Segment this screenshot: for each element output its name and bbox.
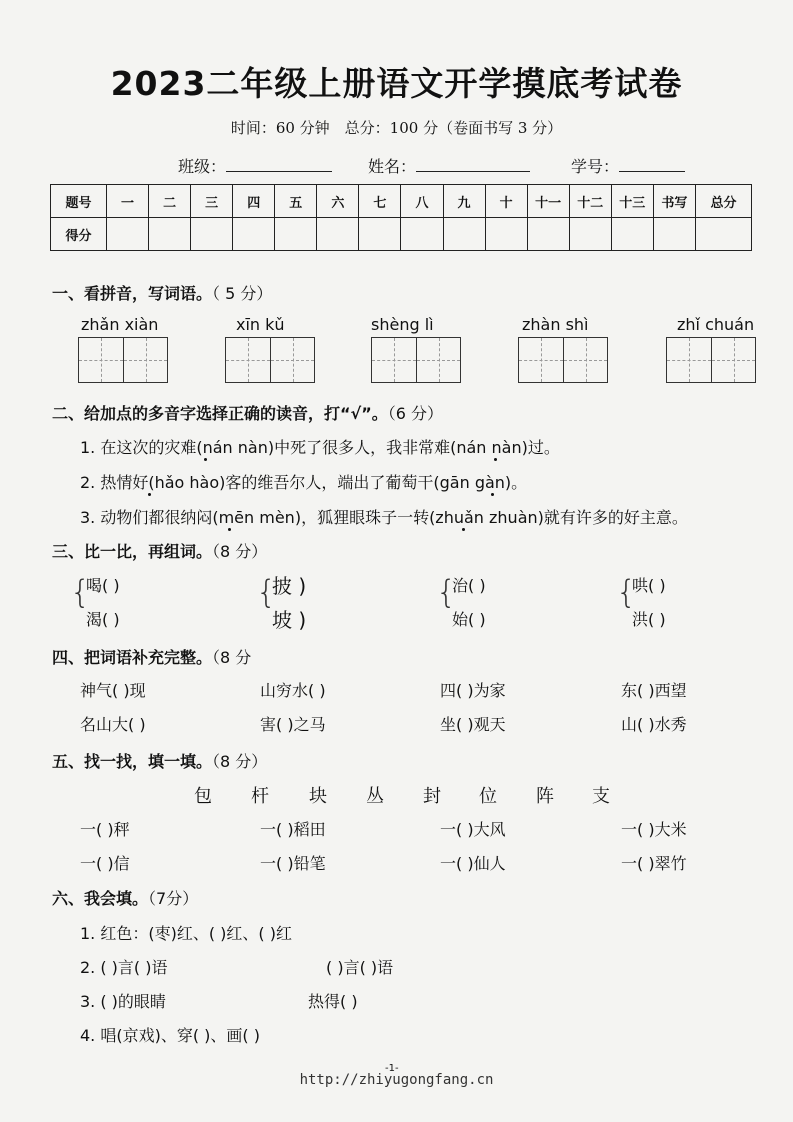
brace-icon: { [436, 573, 457, 611]
score-header: 书写 [653, 185, 695, 218]
name-field [368, 154, 530, 177]
score-cell[interactable] [696, 218, 752, 251]
compare-word: 治( ) [452, 576, 486, 595]
pinyin-4: zhàn shì [522, 315, 589, 334]
score-cell[interactable] [191, 218, 233, 251]
score-cell[interactable] [485, 218, 527, 251]
writing-grid-1[interactable] [78, 337, 168, 383]
number-blank[interactable] [619, 157, 685, 172]
score-cell[interactable] [107, 218, 149, 251]
page-number: -1- [385, 1063, 399, 1074]
score-header: 十 [485, 185, 527, 218]
pinyin-1: zhǎn xiàn [81, 315, 159, 334]
fill-line: 4. 唱(京戏)、穿( )、画( ) [80, 1026, 260, 1045]
s2-question-2: 2. 热情好(hǎo hào)客的维吾尔人，端出了葡萄干(gān gàn)。 [80, 473, 528, 492]
score-header: 八 [401, 185, 443, 218]
score-header: 十一 [527, 185, 569, 218]
class-blank[interactable] [226, 157, 332, 172]
word-bank-item: 封 [423, 786, 441, 807]
word-bank-item: 支 [592, 786, 610, 807]
section-2-points: （6 分） [387, 404, 443, 423]
fill-line: 3. ( )的眼睛 [80, 992, 166, 1011]
section-1-heading [52, 281, 272, 304]
score-cell[interactable] [401, 218, 443, 251]
measure-word-item: 一( )仙人 [440, 854, 506, 873]
class-field [178, 154, 332, 177]
compare-word: 洪( ) [632, 610, 666, 629]
word-bank-item: 阵 [536, 786, 554, 807]
section-4-points: （8 分 [212, 648, 252, 667]
emphasis-dot [491, 493, 494, 496]
score-cell[interactable] [653, 218, 695, 251]
fill-line: 2. ( )言( )语 [80, 958, 168, 977]
writing-grid-2[interactable] [225, 337, 315, 383]
section-5-points: （8 分） [212, 752, 268, 771]
writing-grid-3[interactable] [371, 337, 461, 383]
measure-word-item: 一( )铅笔 [260, 854, 326, 873]
measure-word-item: 一( )信 [80, 854, 130, 873]
compare-word: 坡 ) [272, 608, 307, 632]
measure-word-item: 一( )翠竹 [621, 854, 687, 873]
exam-meta: 时间：60 分钟 总分：100 分（卷面书写 3 分） [230, 119, 563, 137]
section-1-title: 一、看拼音，写词语。 [52, 284, 213, 303]
number-label: 学号： [571, 157, 620, 176]
emphasis-dot [462, 528, 465, 531]
idiom-item: 坐( )观天 [440, 715, 506, 734]
score-table [50, 184, 752, 251]
class-label: 班级： [178, 157, 227, 176]
score-cell[interactable] [317, 218, 359, 251]
word-bank-item: 杆 [251, 786, 269, 807]
pinyin-2: xīn kǔ [236, 315, 285, 334]
score-header: 五 [275, 185, 317, 218]
compare-word: 渴( ) [86, 610, 120, 629]
section-5-heading [52, 749, 267, 772]
idiom-item: 四( )为家 [440, 681, 506, 700]
score-cell[interactable] [611, 218, 653, 251]
emphasis-dot [228, 528, 231, 531]
score-header: 二 [149, 185, 191, 218]
brace-icon: { [70, 573, 91, 611]
score-header: 四 [233, 185, 275, 218]
score-cell[interactable] [527, 218, 569, 251]
score-header: 题号 [51, 185, 107, 218]
measure-word-item: 一( )秤 [80, 820, 130, 839]
footer-url: http://zhiyugongfang.cn [299, 1072, 494, 1088]
word-bank-item: 包 [194, 786, 212, 807]
section-6-title: 六、我会填。 [52, 889, 149, 908]
section-6-points: （7分） [148, 889, 199, 908]
page-title: 2023二年级上册语文开学摸底考试卷 [110, 64, 683, 103]
idiom-item: 害( )之马 [260, 715, 326, 734]
word-bank-item: 丛 [366, 786, 384, 807]
section-1-points: （ 5 分） [212, 284, 273, 303]
compare-word: 哄( ) [632, 576, 666, 595]
idiom-item: 山穷水( ) [260, 681, 326, 700]
idiom-item: 神气( )现 [80, 681, 146, 700]
section-4-heading [52, 645, 251, 668]
score-row-label: 得分 [51, 218, 107, 251]
score-cell[interactable] [569, 218, 611, 251]
score-header: 七 [359, 185, 401, 218]
word-bank-item: 位 [479, 786, 497, 807]
fill-line: 1. 红色：(枣)红、( )红、( )红 [80, 924, 292, 943]
name-label: 姓名： [368, 157, 417, 176]
word-bank-item: 块 [309, 786, 327, 807]
emphasis-dot [204, 458, 207, 461]
score-header-row [51, 185, 752, 218]
compare-word: 始( ) [452, 610, 486, 629]
score-cell[interactable] [275, 218, 317, 251]
score-header: 六 [317, 185, 359, 218]
score-cell[interactable] [359, 218, 401, 251]
score-cell[interactable] [443, 218, 485, 251]
name-blank[interactable] [416, 157, 530, 172]
score-header: 一 [107, 185, 149, 218]
score-header: 十三 [611, 185, 653, 218]
pinyin-5: zhǐ chuán [677, 315, 755, 334]
writing-grid-5[interactable] [666, 337, 756, 383]
writing-grid-4[interactable] [518, 337, 608, 383]
idiom-item: 东( )西望 [621, 681, 687, 700]
compare-word: 喝( ) [86, 576, 120, 595]
pinyin-3: shèng lì [371, 315, 434, 334]
emphasis-dot [494, 458, 497, 461]
section-3-title: 三、比一比，再组词。 [52, 542, 213, 561]
measure-word-item: 一( )大风 [440, 820, 506, 839]
compare-word: 披 ) [272, 574, 307, 598]
score-input-row [51, 218, 752, 251]
section-2-title: 二、给加点的多音字选择正确的读音，打“√”。 [52, 404, 388, 423]
score-cell[interactable] [233, 218, 275, 251]
section-6-heading [52, 886, 198, 909]
score-header: 九 [443, 185, 485, 218]
section-3-points: （8 分） [212, 542, 268, 561]
score-header: 十二 [569, 185, 611, 218]
score-header: 总分 [696, 185, 752, 218]
measure-word-item: 一( )大米 [621, 820, 687, 839]
emphasis-dot [148, 493, 151, 496]
brace-icon: { [256, 573, 277, 611]
section-5-title: 五、找一找，填一填。 [52, 752, 213, 771]
section-3-heading [52, 539, 267, 562]
idiom-item: 名山大( ) [80, 715, 146, 734]
brace-icon: { [616, 573, 637, 611]
idiom-item: 山( )水秀 [621, 715, 687, 734]
fill-line: ( )言( )语 [326, 958, 394, 977]
section-2-heading [52, 401, 443, 424]
measure-word-item: 一( )稻田 [260, 820, 326, 839]
score-cell[interactable] [149, 218, 191, 251]
section-4-title: 四、把词语补充完整。 [52, 648, 213, 667]
s2-question-1: 1. 在这次的灾难(nán nàn)中死了很多人，我非常难(nán nàn)过。 [80, 438, 560, 457]
score-header: 三 [191, 185, 233, 218]
fill-line: 热得( ) [308, 992, 358, 1011]
number-field [571, 154, 685, 177]
s2-question-3: 3. 动物们都很纳闷(mēn mèn)，狐狸眼珠子一转(zhuǎn zhuàn)就有许多的好主意。 [80, 508, 688, 527]
